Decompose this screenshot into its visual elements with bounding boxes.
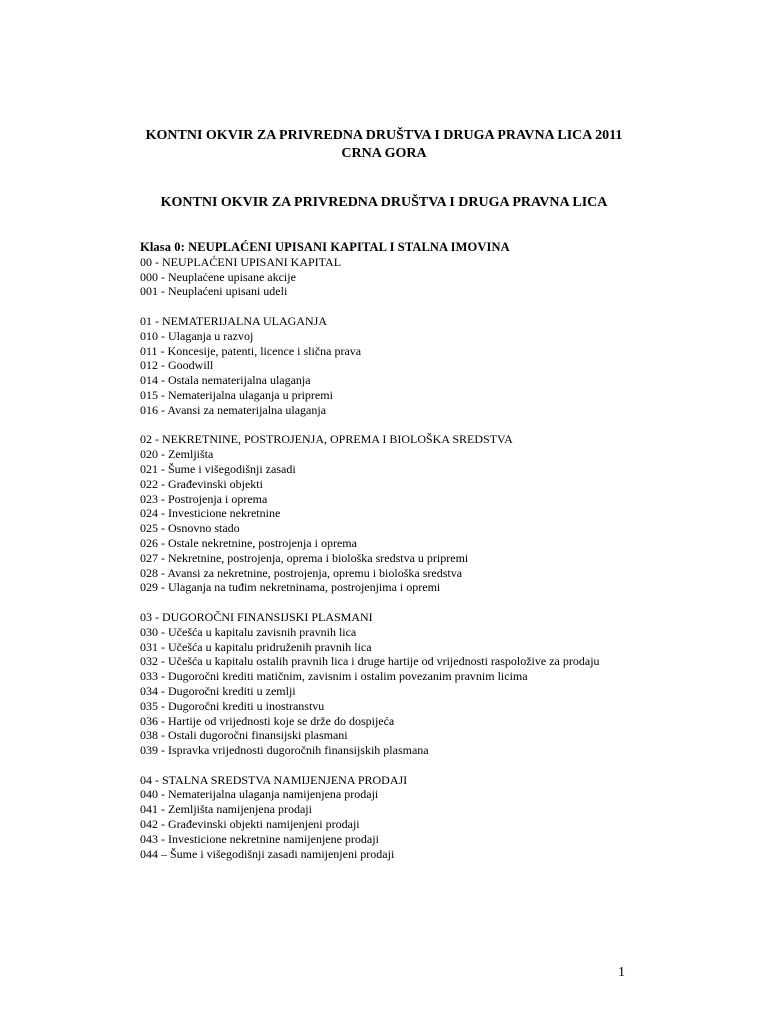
group-title: 00 - NEUPLAĆENI UPISANI KAPITAL xyxy=(140,254,342,269)
account-item: 015 - Nematerijalna ulaganja u pripremi xyxy=(140,387,333,402)
account-item: 032 - Učešća u kapitalu ostalih pravnih lica i druge hartije od vrijednosti raspoložive za prodaju xyxy=(140,654,600,669)
account-item: 012 - Goodwill xyxy=(140,358,214,373)
account-item: 020 - Zemljišta xyxy=(140,447,214,462)
account-item: 027 - Nekretnine, postrojenja, oprema i biološka sredstva u pripremi xyxy=(140,550,469,565)
account-item: 025 - Osnovno stado xyxy=(140,521,240,536)
account-item: 040 - Nematerijalna ulaganja namijenjena prodaji xyxy=(140,787,379,802)
account-item: 034 - Dugoročni krediti u zemlji xyxy=(140,683,296,698)
account-item: 000 - Neuplaćene upisane akcije xyxy=(140,269,296,284)
account-item: 029 - Ulaganja na tuđim nekretninama, postrojenjima i opremi xyxy=(140,580,441,595)
group-01 xyxy=(140,314,630,418)
account-item: 010 - Ulaganja u razvoj xyxy=(140,328,254,343)
account-item: 022 - Građevinski objekti xyxy=(140,476,263,491)
page-number: 1 xyxy=(618,965,625,980)
group-02 xyxy=(140,432,630,595)
document-title: KONTNI OKVIR ZA PRIVREDNA DRUŠTVA I DRUGA PRAVNA LICA 2011 CRNA GORA xyxy=(145,128,623,161)
account-item: 033 - Dugoročni krediti matičnim, zavisnim i ostalim povezanim pravnim licima xyxy=(140,669,528,684)
account-item: 041 - Zemljišta namijenjena prodaji xyxy=(140,802,312,817)
class-heading: Klasa 0: NEUPLAĆENI UPISANI KAPITAL I STALNA IMOVINA xyxy=(140,240,510,254)
account-item: 014 - Ostala nematerijalna ulaganja xyxy=(140,373,311,388)
account-item: 026 - Ostale nekretnine, postrojenja i oprema xyxy=(140,535,357,550)
group-title: 02 - NEKRETNINE, POSTROJENJA, OPREMA I BIOLOŠKA SREDSTVA xyxy=(140,432,513,447)
group-title: 04 - STALNA SREDSTVA NAMIJENJENA PRODAJI xyxy=(140,772,408,787)
group-title: 01 - NEMATERIJALNA ULAGANJA xyxy=(140,313,327,328)
account-item: 023 - Postrojenja i oprema xyxy=(140,491,268,506)
account-item: 042 - Građevinski objekti namijenjeni prodaji xyxy=(140,817,360,832)
account-item: 044 – Šume i višegodišnji zasadi namijenjeni prodaji xyxy=(140,846,395,861)
account-item: 030 - Učešća u kapitalu zavisnih pravnih lica xyxy=(140,624,357,639)
group-00 xyxy=(140,255,630,299)
account-item: 043 - Investicione nekretnine namijenjene prodaji xyxy=(140,831,379,846)
account-item: 024 - Investicione nekretnine xyxy=(140,506,281,521)
account-item: 016 - Avansi za nematerijalna ulaganja xyxy=(140,402,327,417)
account-item: 039 - Ispravka vrijednosti dugoročnih finansijskih plasmana xyxy=(140,743,429,758)
document-subtitle: KONTNI OKVIR ZA PRIVREDNA DRUŠTVA I DRUGA PRAVNA LICA xyxy=(160,195,608,210)
group-03 xyxy=(140,610,630,758)
group-title: 03 - DUGOROČNI FINANSIJSKI PLASMANI xyxy=(140,609,373,624)
account-item: 038 - Ostali dugoročni finansijski plasmani xyxy=(140,728,348,743)
account-item: 028 - Avansi za nekretnine, postrojenja, opremu i biološka sredstva xyxy=(140,565,463,580)
account-item: 001 - Neuplaćeni upisani udeli xyxy=(140,284,288,299)
account-list xyxy=(140,240,630,861)
account-item: 011 - Koncesije, patenti, licence i slična prava xyxy=(140,343,362,358)
account-item: 031 - Učešća u kapitalu pridruženih pravnih lica xyxy=(140,639,372,654)
account-item: 021 - Šume i višegodišnji zasadi xyxy=(140,461,296,476)
account-item: 035 - Dugoročni krediti u inostranstvu xyxy=(140,698,325,713)
group-04 xyxy=(140,773,630,862)
account-item: 036 - Hartije od vrijednosti koje se drže do dospijeća xyxy=(140,713,395,728)
